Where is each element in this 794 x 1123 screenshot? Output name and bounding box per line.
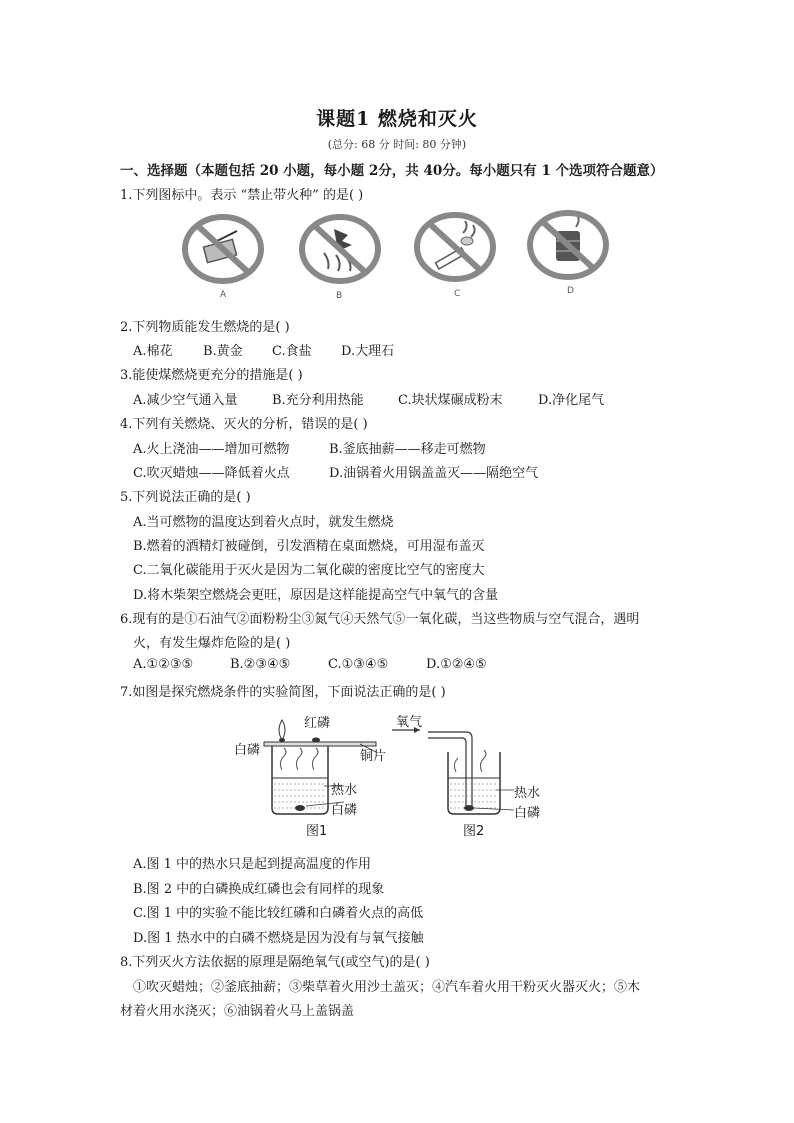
question-8: 8.下列灭火方法依据的原理是隔绝氧气(或空气)的是( ) [120,955,430,970]
q6-option-a: A.①②③⑤ [133,657,194,672]
option-label-a: A [220,290,227,300]
figure-2-apparatus [390,722,520,822]
fig1-label-hot-water: 热水 [331,783,358,798]
q6-option-c: C.①③④⑤ [328,657,389,672]
fig1-caption: 图1 [306,824,328,839]
score-time-info: (总分: 68 分 时间: 80 分钟) [327,138,467,151]
question-6-line2: 火，有发生爆炸危险的是( ) [133,636,291,651]
figure-1-apparatus [260,718,380,822]
question-3: 3.能使煤燃烧更充分的措施是( ) [120,368,303,383]
q8-statement-line2: 材着火用水浇灭；⑥油锅着火马上盖锅盖 [120,1004,355,1019]
fig2-label-hot-water: 热水 [514,786,541,801]
q5-option-d: D.将木柴架空燃烧会更旺，原因是这样能提高空气中氧气的含量 [133,588,499,603]
q7-option-b: B.图 2 中的白磷换成红磷也会有同样的现象 [133,882,385,897]
q2-option-a: A.棉花 [133,344,173,359]
q5-option-c: C.二氧化碳能用于灭火是因为二氧化碳的密度比空气的密度大 [133,563,485,578]
fig2-label-oxygen: 氧气 [396,715,423,730]
q5-option-a: A.当可燃物的温度达到着火点时，就发生燃烧 [133,515,394,530]
q4-option-a: A.火上浇油——增加可燃物 [133,442,290,457]
fig1-label-red-phosphorus: 红磷 [304,716,331,731]
no-matches-icon [181,213,265,285]
q3-option-c: C.块状煤碾成粉末 [398,393,503,408]
no-burning-icon [298,213,382,285]
option-label-b: B [336,291,343,301]
q7-option-d: D.图 1 热水中的白磷不燃烧是因为没有与氧气接触 [133,931,424,946]
q2-option-b: B.黄金 [203,344,243,359]
q3-option-d: D.净化尾气 [538,393,605,408]
option-label-d: D [567,286,574,296]
section-heading: 一、选择题（本题包括 20 小题，每小题 2分，共 40分。每小题只有 1 个选项符合题意） [120,163,664,179]
q5-option-b: B.燃着的酒精灯被碰倒，引发酒精在桌面燃烧，可用湿布盖灭 [133,539,485,554]
no-smoking-icon [413,211,497,283]
q7-option-c: C.图 1 中的实验不能比较红磷和白磷着火点的高低 [133,906,424,921]
question-1: 1.下列图标中。表示 “禁止带火种” 的是( ) [120,188,364,203]
q6-option-d: D.①②④⑤ [426,657,487,672]
fig1-label-copper: 铜片 [360,749,387,764]
question-4: 4.下列有关燃烧、灭火的分析，错误的是( ) [120,417,368,432]
fig2-label-white-phosphorus: 白磷 [514,806,541,821]
q6-option-b: B.②③④⑤ [230,657,291,672]
q4-option-c: C.吹灭蜡烛——降低着火点 [133,466,290,481]
no-flammable-barrel-icon [526,209,610,281]
q8-statement-line1: ①吹灭蜡烛；②釜底抽薪；③柴草着火用沙土盖灭；④汽车着火用干粉灭火器灭火；⑤木 [133,980,641,995]
fig1-label-white-phosphorus-bottom: 白磷 [331,803,358,818]
q3-option-b: B.充分利用热能 [272,393,364,408]
q4-option-d: D.油锅着火用锅盖盖灭——隔绝空气 [329,466,539,481]
page-title: 课题1 燃烧和灭火 [316,108,478,130]
option-label-c: C [454,289,461,299]
question-6-line1: 6.现有的是①石油气②面粉粉尘③氮气④天然气⑤一氧化碳，当这些物质与空气混合，遇明 [120,612,640,627]
q4-option-b: B.釜底抽薪——移走可燃物 [329,442,486,457]
fig2-caption: 图2 [463,824,485,839]
question-7: 7.如图是探究燃烧条件的实验简图，下面说法正确的是( ) [120,685,446,700]
q3-option-a: A.减少空气通入量 [133,393,238,408]
q2-option-c: C.食盐 [272,344,312,359]
q2-option-d: D.大理石 [341,344,395,359]
question-2: 2.下列物质能发生燃烧的是( ) [120,320,290,335]
question-5: 5.下列说法正确的是( ) [120,490,251,505]
fig1-label-white-phosphorus-top: 白磷 [234,743,261,758]
q7-option-a: A.图 1 中的热水只是起到提高温度的作用 [133,857,372,872]
